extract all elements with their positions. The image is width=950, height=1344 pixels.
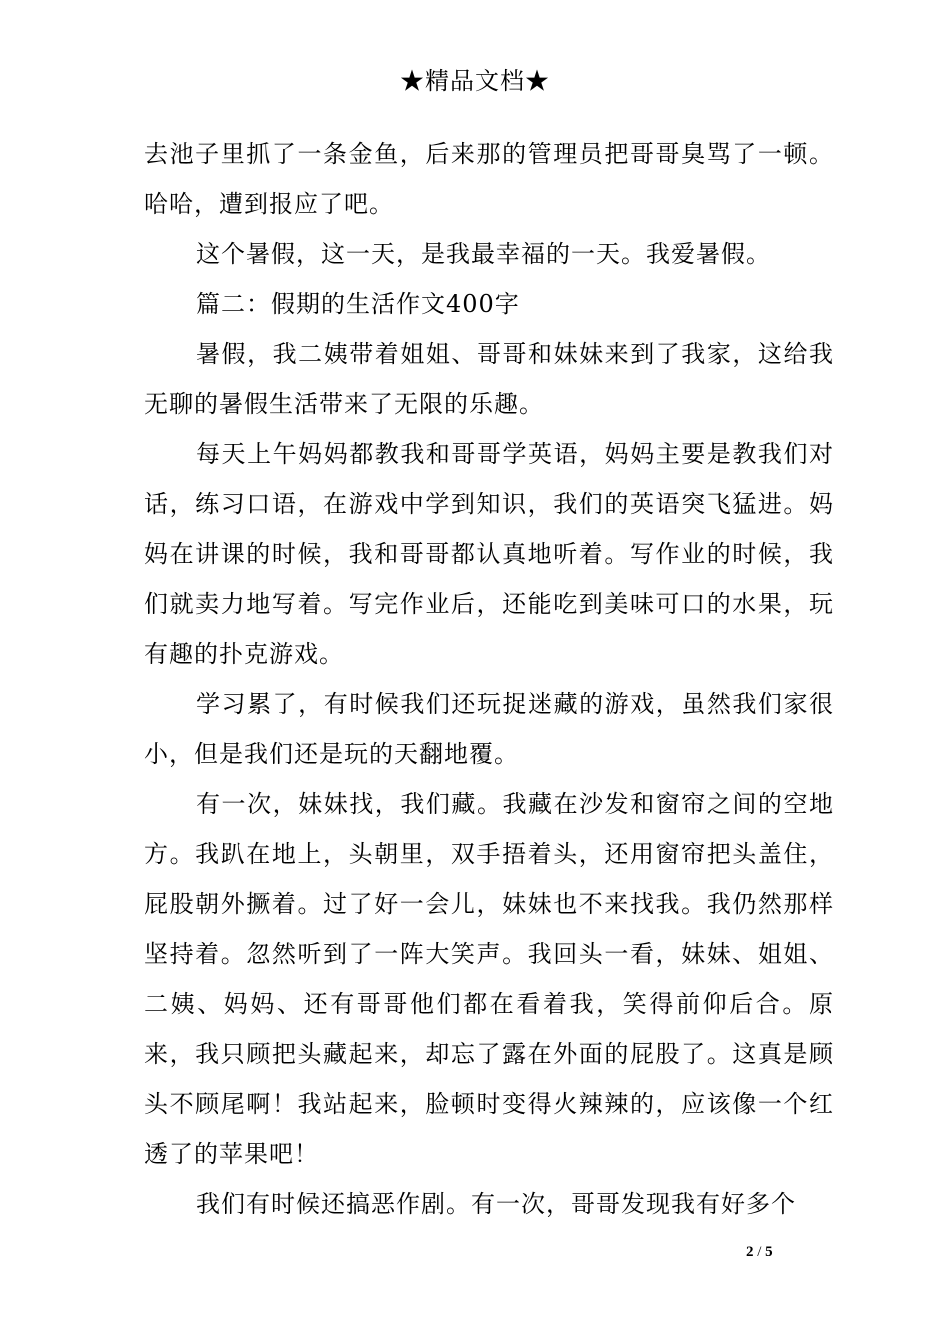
paragraph: 每天上午妈妈都教我和哥哥学英语，妈妈主要是教我们对话，练习口语，在游戏中学到知识，我们的英语突飞猛进。妈妈在讲课的时候，我和哥哥都认真地听着。写作业的时候，我们就卖力地写着。写完作业后，还能吃到美味可口的水果，玩有趣的扑克游戏。 [144,440,834,668]
paragraph: 暑假，我二姨带着姐姐、哥哥和妹妹来到了我家，这给我无聊的暑假生活带来了无限的乐趣。 [144,340,834,418]
paragraph: 学习累了，有时候我们还玩捉迷藏的游戏，虽然我们家很小，但是我们还是玩的天翻地覆。 [144,690,834,768]
page-current: 2 [746,1244,754,1260]
page-separator: / [757,1244,762,1260]
page-total: 5 [765,1244,773,1260]
paragraph: 这个暑假，这一天，是我最幸福的一天。我爱暑假。 [196,240,771,268]
section-heading: 篇二：假期的生活作文400字 [196,290,520,318]
paragraph: 我们有时候还搞恶作剧。有一次，哥哥发现我有好多个 [196,1190,796,1218]
paragraph: 有一次，妹妹找，我们藏。我藏在沙发和窗帘之间的空地方。我趴在地上，头朝里，双手捂着头，还用窗帘把头盖住，屁股朝外撅着。过了好一会儿，妹妹也不来找我。我仍然那样坚持着。忽然听到了一阵大笑声。我回头一看，妹妹、姐姐、二姨、妈妈、还有哥哥他们都在看着我，笑得前仰后合。原来，我只顾把头藏起来，却忘了露在外面的屁股了。这真是顾头不顾尾啊！我站起来，脸顿时变得火辣辣的，应该像一个红透了的苹果吧！ [144,790,834,1168]
page-header-title: ★精品文档★ [400,67,550,95]
page-number [746,1242,773,1262]
document-body [144,129,834,1229]
paragraph: 去池子里抓了一条金鱼，后来那的管理员把哥哥臭骂了一顿。哈哈，遭到报应了吧。 [144,140,834,218]
